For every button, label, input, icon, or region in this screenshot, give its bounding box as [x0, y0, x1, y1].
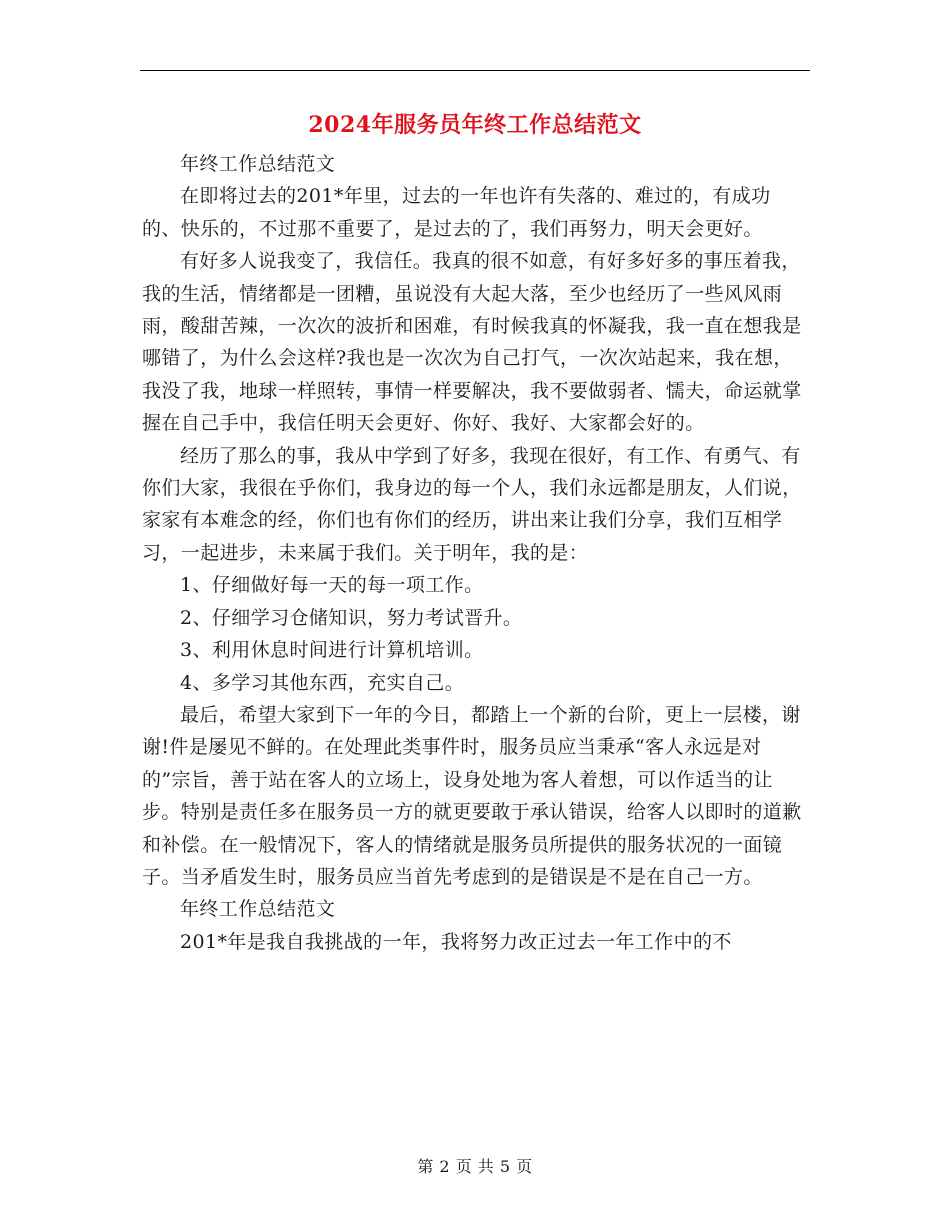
- body-paragraph: 201*年是我自我挑战的一年，我将努力改正过去一年工作中的不: [180, 930, 732, 953]
- body-paragraph: 经历了那么的事，我从中学到了好多，我现在很好，有工作、有勇气、有你们大家，我很在乎你们，我身边的每一个人，我们永远都是朋友，人们说，家家有本难念的经，你们也有你们的经历，讲出来让我们分享，我们互相学习，一起进步，未来属于我们。关于明年，我的是：: [142, 444, 802, 564]
- plan-item: 2、仔细学习仓储知识，努力考试晋升。: [180, 606, 523, 629]
- body-paragraph: 在即将过去的201*年里，过去的一年也许有失落的、难过的，有成功的、快乐的，不过那不重要了，是过去的了，我们再努力，明天会更好。: [142, 185, 771, 240]
- body-paragraph: 最后，希望大家到下一年的今日，都踏上一个新的台阶，更上一层楼，谢谢!件是屡见不鲜的。在处理此类事件时，服务员应当秉承“客人永远是对的”宗旨，善于站在客人的立场上，设身处地为客人着想，可以作适当的让步。特别是责任多在服务员一方的就更要敢于承认错误，给客人以即时的道歉和补偿。在一般情况下，客人的情绪就是服务员所提供的服务状况的一面镜子。当矛盾发生时，服务员应当首先考虑到的是错误是不是在自己一方。: [142, 703, 802, 888]
- plan-item: 4、多学习其他东西，充实自己。: [180, 671, 465, 694]
- plan-item: 3、利用休息时间进行计算机培训。: [180, 639, 484, 662]
- section-heading: 年终工作总结范文: [180, 153, 336, 175]
- page-footer: 第 2 页 共 5 页: [417, 1157, 533, 1176]
- plan-item: 1、仔细做好每一天的每一项工作。: [180, 574, 484, 597]
- section-heading: 年终工作总结范文: [180, 898, 336, 921]
- document-body: [142, 148, 807, 958]
- header-rule: [140, 70, 810, 71]
- body-paragraph: 有好多人说我变了，我信任。我真的很不如意，有好多好多的事压着我，我的生活，情绪都是一团糟，虽说没有大起大落，至少也经历了一些风风雨雨，酸甜苦辣，一次次的波折和困难，有时候我真的怀凝我，我一直在想我是哪错了，为什么会这样?我也是一次次为自己打气，一次次站起来，我在想，我没了我，地球一样照转，事情一样要解决，我不要做弱者、懦夫，命运就掌握在自己手中，我信任明天会更好、你好、我好、大家都会好的。: [142, 250, 802, 435]
- document-title: 2024年服务员年终工作总结范文: [308, 112, 642, 138]
